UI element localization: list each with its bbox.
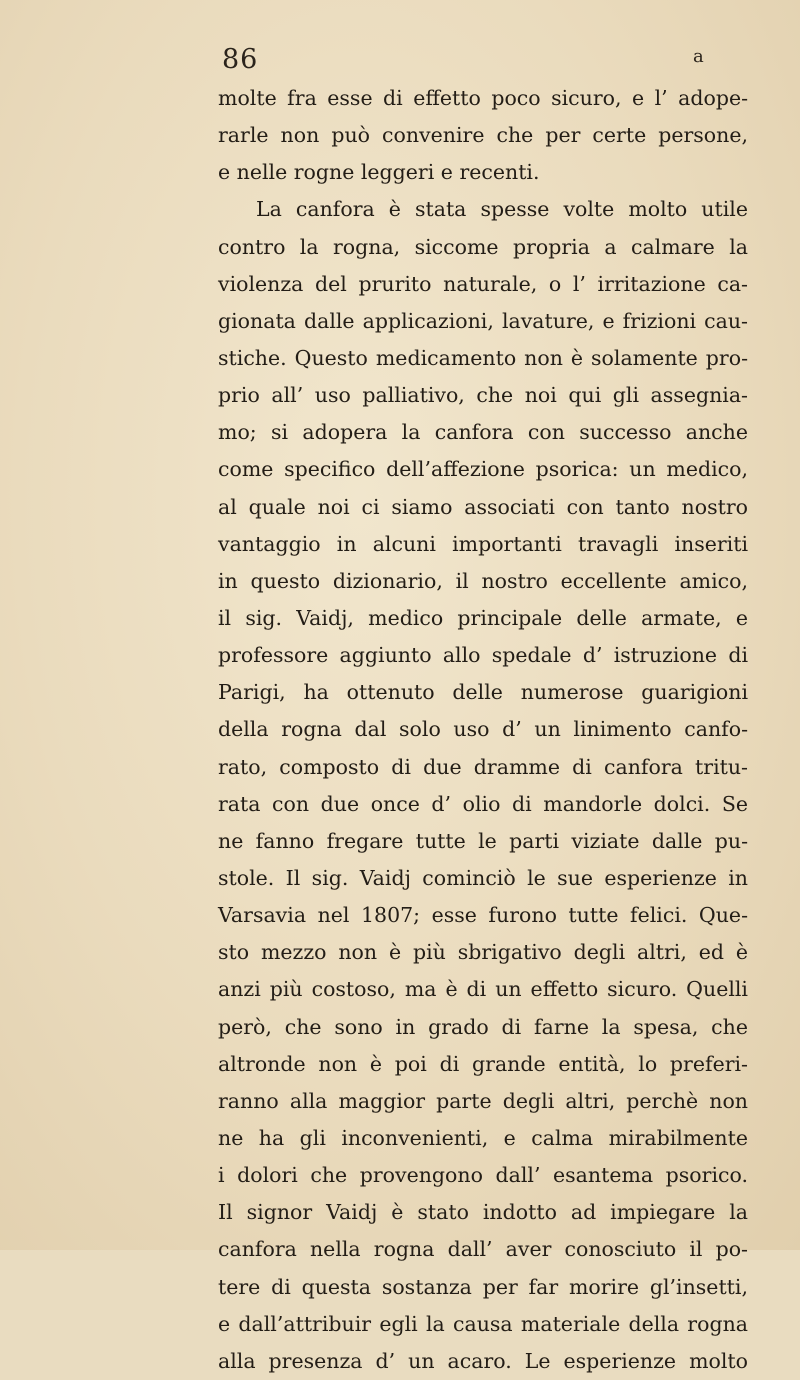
text-line: il sig. Vaidj, medico principale delle armate, e <box>218 605 748 630</box>
text-line: mo; si adopera la canfora con successo anche <box>218 420 748 445</box>
text-line: ne ha gli inconvenienti, e calma mirabilmente <box>218 1125 748 1150</box>
text-line: prio all’ uso palliativo, che noi qui gli assegnia- <box>218 383 748 408</box>
paragraph-start-line: La canfora è stata spesse volte molto utile <box>256 197 748 222</box>
text-line: violenza del prurito naturale, o l’ irritazione ca- <box>218 271 748 296</box>
text-line: rato, composto di due dramme di canfora tritu- <box>218 754 748 779</box>
text-line: Parigi, ha ottenuto delle numerose guarigioni <box>218 680 748 705</box>
text-line: rata con due once d’ olio di mandorle dolci. Se <box>218 791 748 816</box>
text-line: stole. Il sig. Vaidj cominciò le sue esperienze in <box>218 865 748 890</box>
body-text <box>218 80 748 1380</box>
text-line: molte fra esse di effetto poco sicuro, e l’ adope- <box>218 86 748 110</box>
page-number: 86 <box>222 44 259 75</box>
text-line: gionata dalle applicazioni, lavature, e frizioni cau- <box>218 308 748 333</box>
text-line: alla presenza d’ un acaro. Le esperienze molto <box>218 1348 748 1373</box>
text-line: professore aggiunto allo spedale d’ istruzione di <box>218 643 748 668</box>
text-line: ne fanno fregare tutte le parti viziate dalle pu- <box>218 828 748 853</box>
text-line: altronde non è poi di grande entità, lo preferi- <box>218 1051 748 1076</box>
text-line: vantaggio in alcuni importanti travagli inseriti <box>218 531 748 556</box>
text-line: stiche. Questo medicamento non è solamente pro- <box>218 345 748 370</box>
text-line: in questo dizionario, il nostro eccellente amico, <box>218 568 748 593</box>
text-line: al quale noi ci siamo associati con tanto nostro <box>218 494 748 519</box>
text-line: rarle non può convenire che per certe persone, <box>218 123 748 148</box>
text-line: contro la rogna, siccome propria a calmare la <box>218 234 748 259</box>
text-line: anzi più costoso, ma è di un effetto sicuro. Quelli <box>218 977 748 1002</box>
text-line: però, che sono in grado di farne la spesa, che <box>218 1014 748 1039</box>
text-line: Il signor Vaidj è stato indotto ad impiegare la <box>218 1200 748 1225</box>
text-line: canfora nella rogna dall’ aver conosciuto il po- <box>218 1237 748 1262</box>
text-line: ranno alla maggior parte degli altri, perchè non <box>218 1088 748 1113</box>
text-line: come specifico dell’affezione psorica: un medico, <box>218 457 748 482</box>
text-line: Varsavia nel 1807; esse furono tutte felici. Que- <box>218 903 748 928</box>
text-line: e nelle rogne leggeri e recenti. <box>218 160 540 185</box>
text-line: tere di questa sostanza per far morire gl’insetti, <box>218 1274 748 1299</box>
text-line: i dolori che provengono dall’ esantema psorico. <box>218 1163 748 1188</box>
corner-mark: a <box>693 46 704 67</box>
text-line: e dall’attribuir egli la causa materiale della rogna <box>218 1311 748 1336</box>
text-line: sto mezzo non è più sbrigativo degli altri, ed è <box>218 940 748 965</box>
text-line: della rogna dal solo uso d’ un linimento canfo- <box>218 717 748 742</box>
